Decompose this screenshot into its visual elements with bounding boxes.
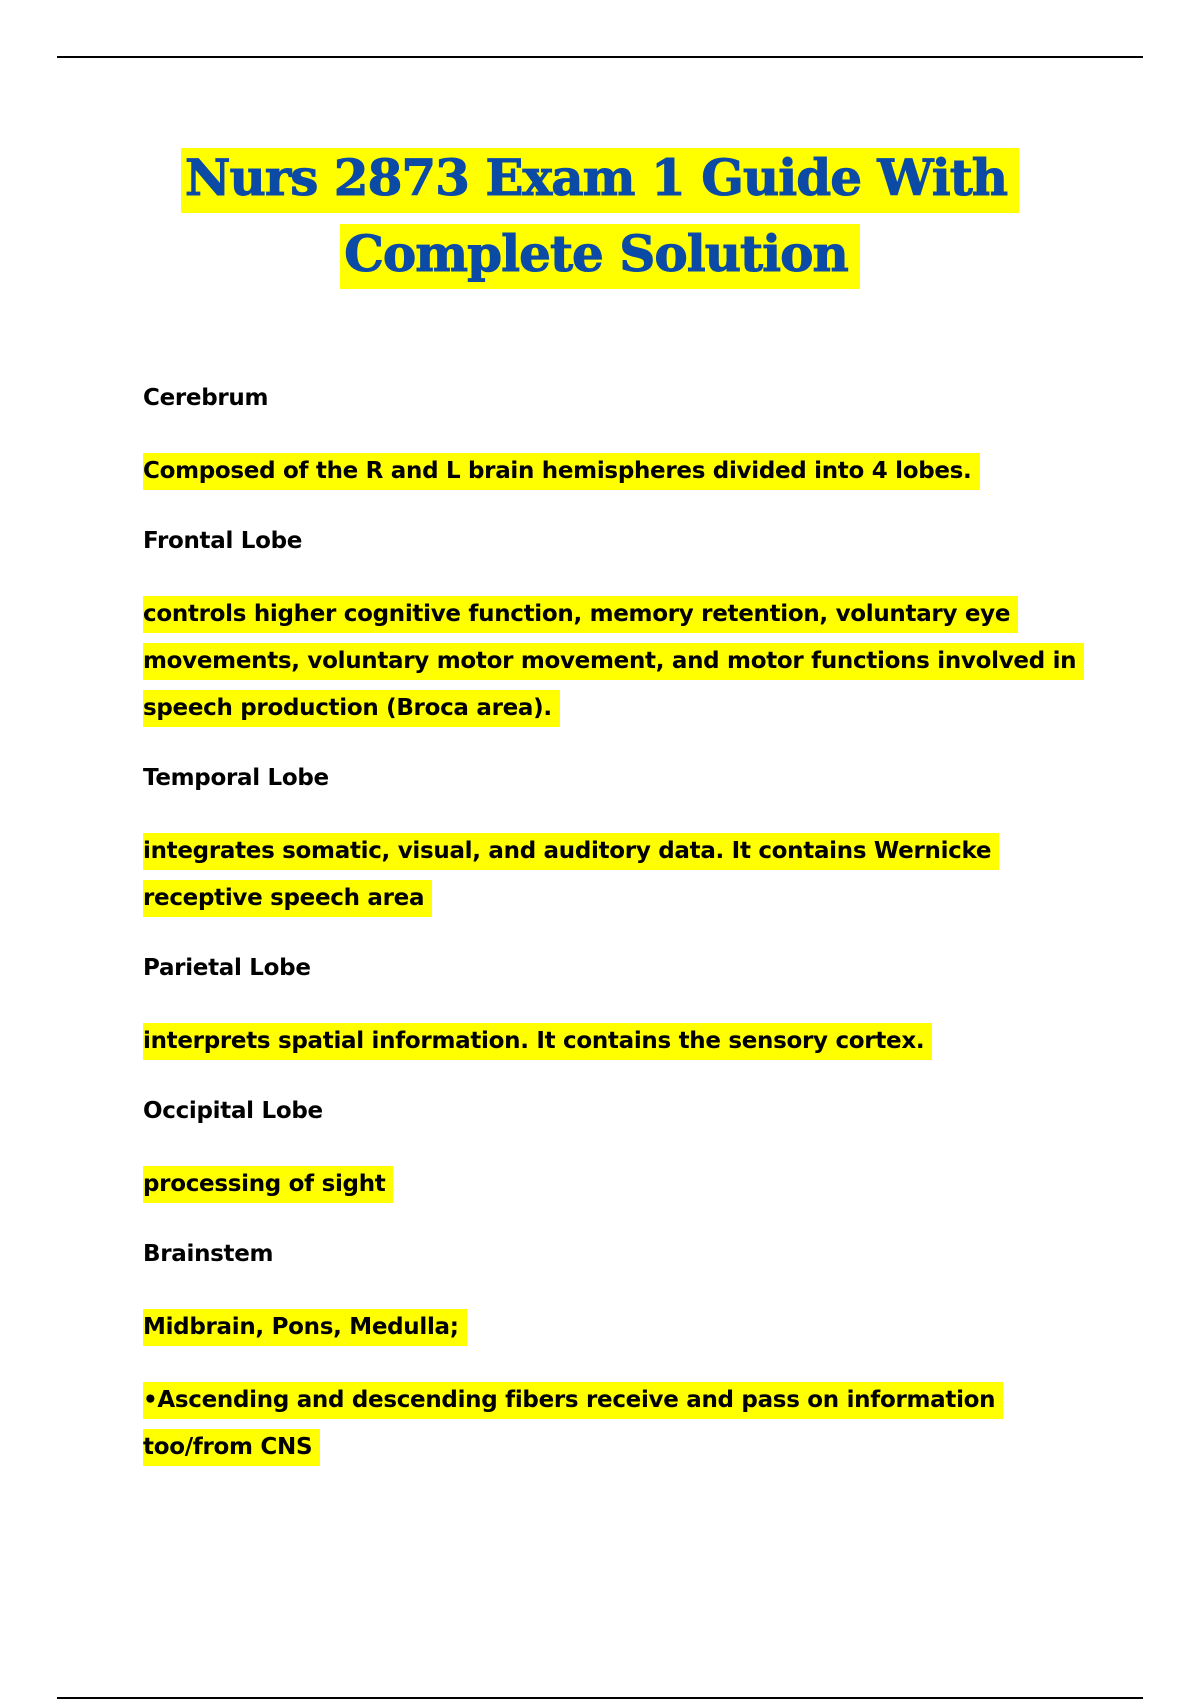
definition-brainstem [143, 1304, 1103, 1351]
title-line-1: Nurs 2873 Exam 1 Guide With [181, 148, 1019, 213]
title-line-2: Complete Solution [340, 224, 860, 289]
definition-occipital-lobe [143, 1161, 1103, 1208]
term-cerebrum: Cerebrum [143, 385, 269, 411]
study-guide-body [143, 378, 1103, 1497]
top-rule [57, 56, 1143, 58]
definition-text: Composed of the R and L brain hemispheres divided into 4 lobes. [143, 453, 980, 490]
definition-text: processing of sight [143, 1166, 393, 1203]
term-temporal-lobe: Temporal Lobe [143, 765, 329, 791]
term-parietal-lobe: Parietal Lobe [143, 955, 311, 981]
definition-text: Midbrain, Pons, Medulla; [143, 1309, 467, 1346]
term-frontal-lobe: Frontal Lobe [143, 528, 303, 554]
document-title [0, 140, 1200, 292]
definition-text: integrates somatic, visual, and auditory data. It contains Wernicke receptive speech area [143, 833, 999, 917]
bullet-ascending-descending-fibers [143, 1377, 1103, 1471]
definition-cerebrum [143, 448, 1103, 495]
term-brainstem: Brainstem [143, 1241, 274, 1267]
definition-frontal-lobe [143, 591, 1103, 732]
definition-text: interprets spatial information. It contains the sensory cortex. [143, 1023, 932, 1060]
definition-text: controls higher cognitive function, memory retention, voluntary eye movements, voluntary motor movement, and motor functions involved in speech production (Broca area). [143, 596, 1084, 727]
term-occipital-lobe: Occipital Lobe [143, 1098, 323, 1124]
bottom-rule [57, 1697, 1143, 1699]
definition-parietal-lobe [143, 1018, 1103, 1065]
definition-temporal-lobe [143, 828, 1103, 922]
bullet-text: •Ascending and descending fibers receive and pass on information too/from CNS [143, 1382, 1003, 1466]
